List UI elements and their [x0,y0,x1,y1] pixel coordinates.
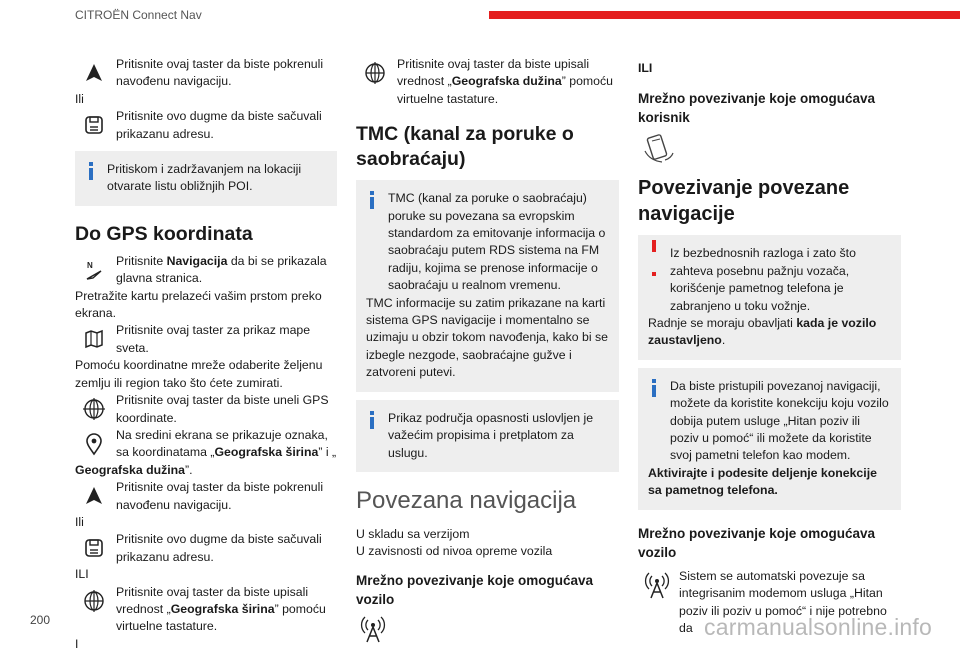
warning-box [638,235,901,359]
body-text: U zavisnosti od nivoa opreme vozila [356,544,553,559]
instruction-row [356,56,619,108]
info-text: Aktivirajte i podesite deljenje konekcije sa pametnog telefona. [648,465,877,498]
instruction-text: Pritisnite ovaj taster za prikaz mape sveta. [116,323,311,355]
body-text: ILI [638,61,653,75]
body-text: U skladu sa verzijom [356,526,470,541]
header-accent-bar [489,11,960,19]
info-icon [89,162,93,180]
section-heading: Povezivanje povezane navigacije [638,177,850,226]
warning-text: Iz bezbednosnih razloga i zato što zahteva posebnu pažnju vozača, korišćenje pametnog telefona je zabranjeno u toku vožnje. [670,246,856,313]
chapter-heading: Povezana navigacija [356,486,577,514]
instruction-text: Pritisnite ovo dugme da biste sačuvali prikazanu adresu. [116,532,322,564]
instruction-text: Pritisnite ovaj taster da biste pokrenuli navođenu navigaciju. [116,480,324,512]
world-map-icon [79,324,109,354]
instruction-text: Na sredini ekrana se prikazuje oznaka, sa koordinatama „Geografska širina” i „ [116,427,337,460]
globe-icon [79,586,109,616]
info-icon [652,379,656,397]
instruction-row [75,56,337,91]
instruction-text: Pritisnite Navigacija da bi se prikazala glavna stranica. [116,253,327,286]
info-text: Pritiskom i zadržavanjem na lokaciji otvarate listu obližnjih POI. [107,162,302,194]
body-text: Geografska dužina”. [75,462,193,477]
info-text: TMC (kanal za poruke o saobraćaju) poruke su povezana sa evropskim standardom za emitovanje informacija o saobraćaju putem RDS sistema na FM radiju, kojima se prenose informacije o saobraćaju u realnom vremenu. [388,191,606,293]
page-number: 200 [30,613,51,627]
column-2 [356,56,619,643]
instruction-row [75,427,337,462]
watermark: carmanualsonline.info [704,613,932,640]
body-text: I [75,636,79,651]
info-text: TMC informacije su zatim prikazane na karti sistema GPS navigacije i momentalno se uzimaju u obzir tokom navođenja, kako bi se izbegle nezgode, saobraćajne gužve i zatvoreni putevi. [366,295,608,380]
instruction-row [75,392,337,427]
info-icon [370,191,374,209]
instruction-text: Sistem se automatski povezuje sa integrisanim modemom usluga „Hitan poziv ili poziv u pomoć“ i nije potrebno da [679,568,887,635]
body-text: Ili [75,514,84,529]
info-box [356,180,619,391]
instruction-text: Pritisnite ovo dugme da biste sačuvali prikazanu adresu. [116,109,322,141]
warning-icon [652,246,656,264]
globe-icon [360,58,390,88]
smartphone-icon [642,133,901,165]
body-text: Ili [75,91,84,106]
instruction-row [75,531,337,566]
info-text: Da biste pristupili povezanoj navigaciji, možete da koristite konekciju koju vozilo dobija putem usluge „Hitan poziv ili poziv u pomoć“ ili možete da koristite svoj pametni telefon kao modem. [670,378,889,463]
sub-heading: Mrežno povezivanje koje omogućava vozilo [356,572,594,607]
instruction-row [75,584,337,636]
info-box [356,400,619,472]
globe-icon [79,394,109,424]
antenna-icon [360,615,619,643]
instruction-row [75,479,337,514]
navigate-arrow-icon [79,481,109,511]
instruction-row [75,322,337,357]
instruction-row [75,253,337,288]
body-text: ILI [75,567,89,582]
svg-text:N: N [87,260,93,270]
instruction-text: Pritisnite ovaj taster da biste upisali vrednost „Geografska širina” pomoću virtuelne tastature. [116,584,326,634]
section-heading: TMC (kanal za poruke o saobraćaju) [356,123,574,171]
sub-heading: Mrežno povezivanje koje omogućava vozilo [638,525,876,560]
info-icon [370,411,374,429]
instruction-text: Pritisnite ovaj taster da biste pokrenuli navođenu navigaciju. [116,57,324,89]
info-box [638,368,901,510]
instruction-row [638,568,901,638]
save-icon [79,533,109,563]
sub-heading: Mrežno povezivanje koje omogućava korisnik [638,91,876,126]
info-box [75,151,337,206]
instruction-row [75,108,337,143]
navigate-arrow-icon [79,58,109,88]
location-pin-icon [79,429,109,459]
body-text: Pomoću koordinatne mreže odaberite željenu zemlju ili region tako što ćete zumirati. [75,358,323,390]
save-icon [79,110,109,140]
info-text: Prikaz područja opasnosti uslovljen je važećim propisima i pretplatom za uslugu. [388,410,594,460]
instruction-text: Pritisnite ovaj taster da biste upisali vrednost „Geografska dužina” pomoću virtuelne tastature. [397,57,613,106]
instruction-text: Pritisnite ovaj taster da biste uneli GPS koordinate. [116,393,329,425]
running-header: CITROËN Connect Nav [75,8,202,22]
column-1 [75,56,337,653]
column-3 [638,56,901,637]
section-heading: Do GPS koordinata [75,222,253,245]
body-text: Pretražite kartu prelazeći vašim prstom preko ekrana. [75,288,322,321]
antenna-icon [642,570,672,600]
north-arrow-icon [79,255,109,285]
warning-text: Radnje se moraju obavljati kada je vozilo zaustavljeno. [648,316,877,348]
